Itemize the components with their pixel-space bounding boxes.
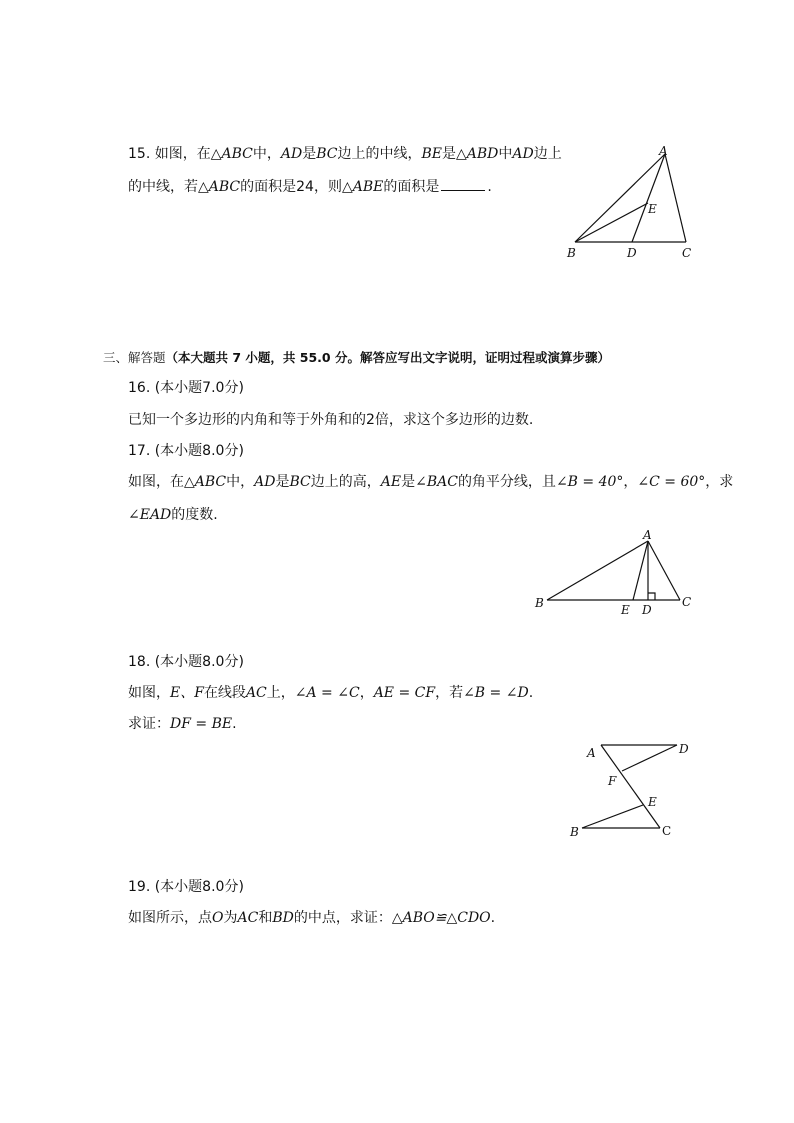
q17-label-e: E [621,603,630,617]
q15-label-b: B [567,246,576,260]
answer-blank[interactable] [441,176,485,191]
q18-label-d: D [679,742,689,756]
q19-header: 19. (本小题8.0分) [128,879,244,895]
q15-number: 15. [128,146,151,162]
q15-label-a: A [659,144,668,158]
q17-label-c: C [682,595,692,609]
section3-heading [103,348,610,368]
q18-header: 18. (本小题8.0分) [128,654,244,670]
q18-seg-df [622,745,677,771]
section3-note: （本大题共 7 小题，共 55.0 分。解答应写出文字说明，证明过程或演算步骤） [165,350,610,365]
q18-label-e: E [648,795,657,809]
q17-figure [530,525,700,620]
q18-label-f: F [608,774,617,788]
q15-label-c: C [682,246,692,260]
q15-seg-ab [575,154,665,242]
q17-right-angle-mark [648,593,655,600]
q18-line1: 如图，E、F在线段AC上，∠A = ∠C，AE = CF，若∠B = ∠D. [128,685,534,701]
q18-label-a: A [587,746,596,760]
q17-line1: 如图，在△ABC中，AD是BC边上的高，AE是∠BAC的角平分线，且∠B = 40°，∠C = 60°，求 [128,474,734,490]
q17-label-a: A [643,528,652,542]
q16-header: 16. (本小题7.0分) [128,380,244,396]
q17-label-b: B [535,596,544,610]
q17-seg-ac [648,541,680,600]
q15-line2: 的中线，若△ABC的面积是24，则△ABE的面积是 . [128,176,492,197]
q17-header: 17. (本小题8.0分) [128,443,244,459]
q17-line2: ∠EAD的度数. [128,507,218,523]
q18-line2: 求证：DF = BE. [128,716,237,732]
q15-line1: 15. 如图，在△ABC中，AD是BC边上的中线，BE是△ABD中AD边上 [128,146,562,162]
q16-text: 已知一个多边形的内角和等于外角和的2倍，求这个多边形的边数. [128,412,534,428]
q17-seg-ab [547,541,648,600]
q15-figure [560,140,710,270]
q17-label-d: D [642,603,652,617]
q18-label-b: B [570,825,579,839]
q15-seg-ac [665,154,686,242]
q15-label-d: D [627,246,637,260]
q18-figure [565,735,700,845]
q18-label-c: C [662,824,672,838]
section3-title: 三、解答题 [103,350,166,365]
q15-label-e: E [648,202,657,216]
q15-seg-ad [632,154,665,242]
q17-seg-ae [633,541,648,600]
q15-seg-be [575,203,648,242]
q18-seg-be [582,805,643,828]
q19-line1: 如图所示，点O为AC和BD的中点，求证：△ABO≌△CDO. [128,910,496,926]
